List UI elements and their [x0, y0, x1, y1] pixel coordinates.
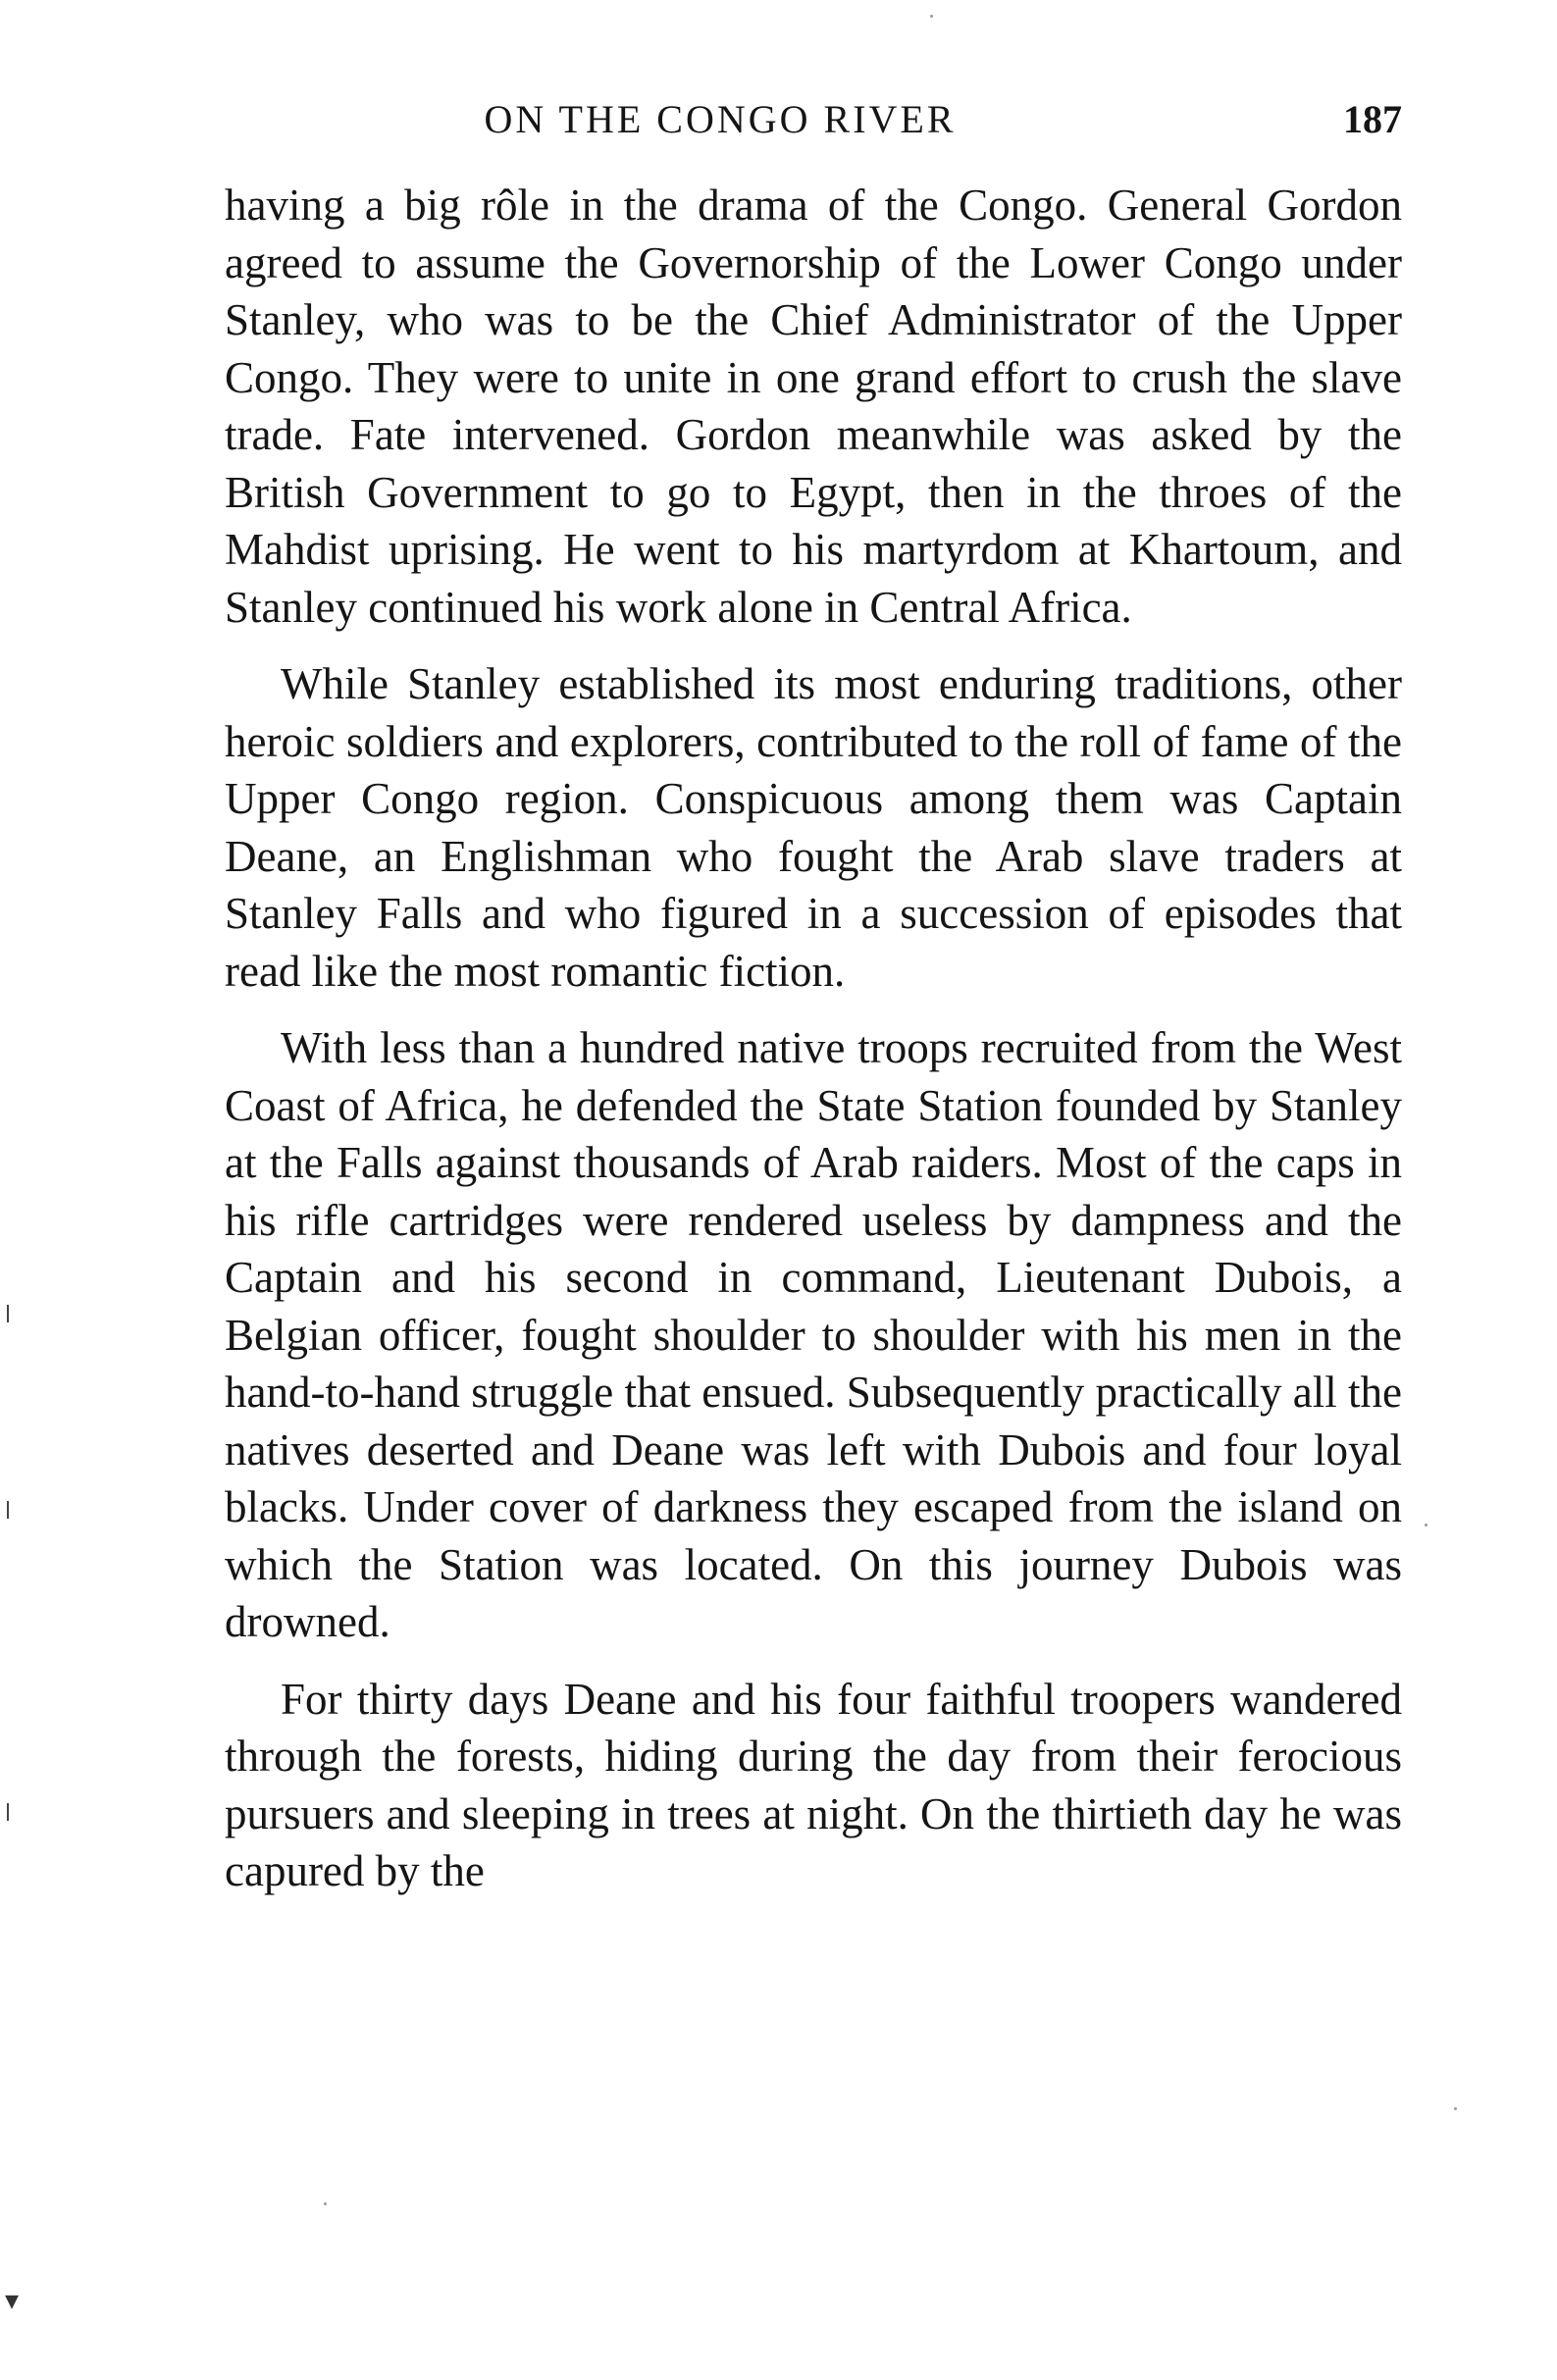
- page-number: 187: [1343, 97, 1402, 141]
- running-title: ON THE CONGO RIVER: [484, 97, 957, 141]
- scan-speck: [1454, 2107, 1457, 2110]
- paragraph-4: For thirty days Deane and his four faithful troopers wandered through the forests, hiding during the day from their ferocious pursuers and sleeping in trees at night. On the thirtieth day he was capured by the: [225, 1674, 1402, 1895]
- scan-speck: [324, 2202, 327, 2205]
- margin-mark: [7, 1501, 9, 1519]
- corner-mark-icon: ▾: [5, 2286, 20, 2316]
- scan-speck: [930, 15, 933, 18]
- paragraph-2: While Stanley established its most enduring traditions, other heroic soldiers and explorers, contributed to the roll of fame of the Upper Congo region. Conspicuous among them was Captain Deane, an Englishman who fought the Arab slave traders at Stanley Falls and who figured in a succession of episodes that read like the most romantic fiction.: [225, 659, 1402, 996]
- body-text: [225, 177, 1402, 1920]
- paragraph-3: With less than a hundred native troops recruited from the West Coast of Africa, he defended the State Station founded by Stanley at the Falls against thousands of Arab raiders. Most of the caps in his rifle cartridges were rendered useless by dampness and the Captain and his second in command, Lieutenant Dubois, a Belgian officer, fought shoulder to shoulder with his men in the hand-to-hand struggle that ensued. Subsequently practically all the natives deserted and Deane was left with Dubois and four loyal blacks. Under cover of darkness they escaped from the island on which the Station was located. On this journey Dubois was drowned.: [225, 1023, 1402, 1646]
- margin-mark: [7, 1803, 9, 1821]
- margin-mark: [7, 1305, 9, 1322]
- running-head: [225, 90, 1402, 149]
- paragraph-1: having a big rôle in the drama of the Congo. General Gordon agreed to assume the Governorship of the Lower Congo under Stanley, who was to be the Chief Administrator of the Upper Congo. They were to unite in one grand effort to crush the slave trade. Fate intervened. Gordon meanwhile was asked by the British Government to go to Egypt, then in the throes of the Mahdist uprising. He went to his martyrdom at Khartoum, and Stanley continued his work alone in Central Africa.: [225, 181, 1402, 632]
- scan-speck: [1425, 1524, 1427, 1526]
